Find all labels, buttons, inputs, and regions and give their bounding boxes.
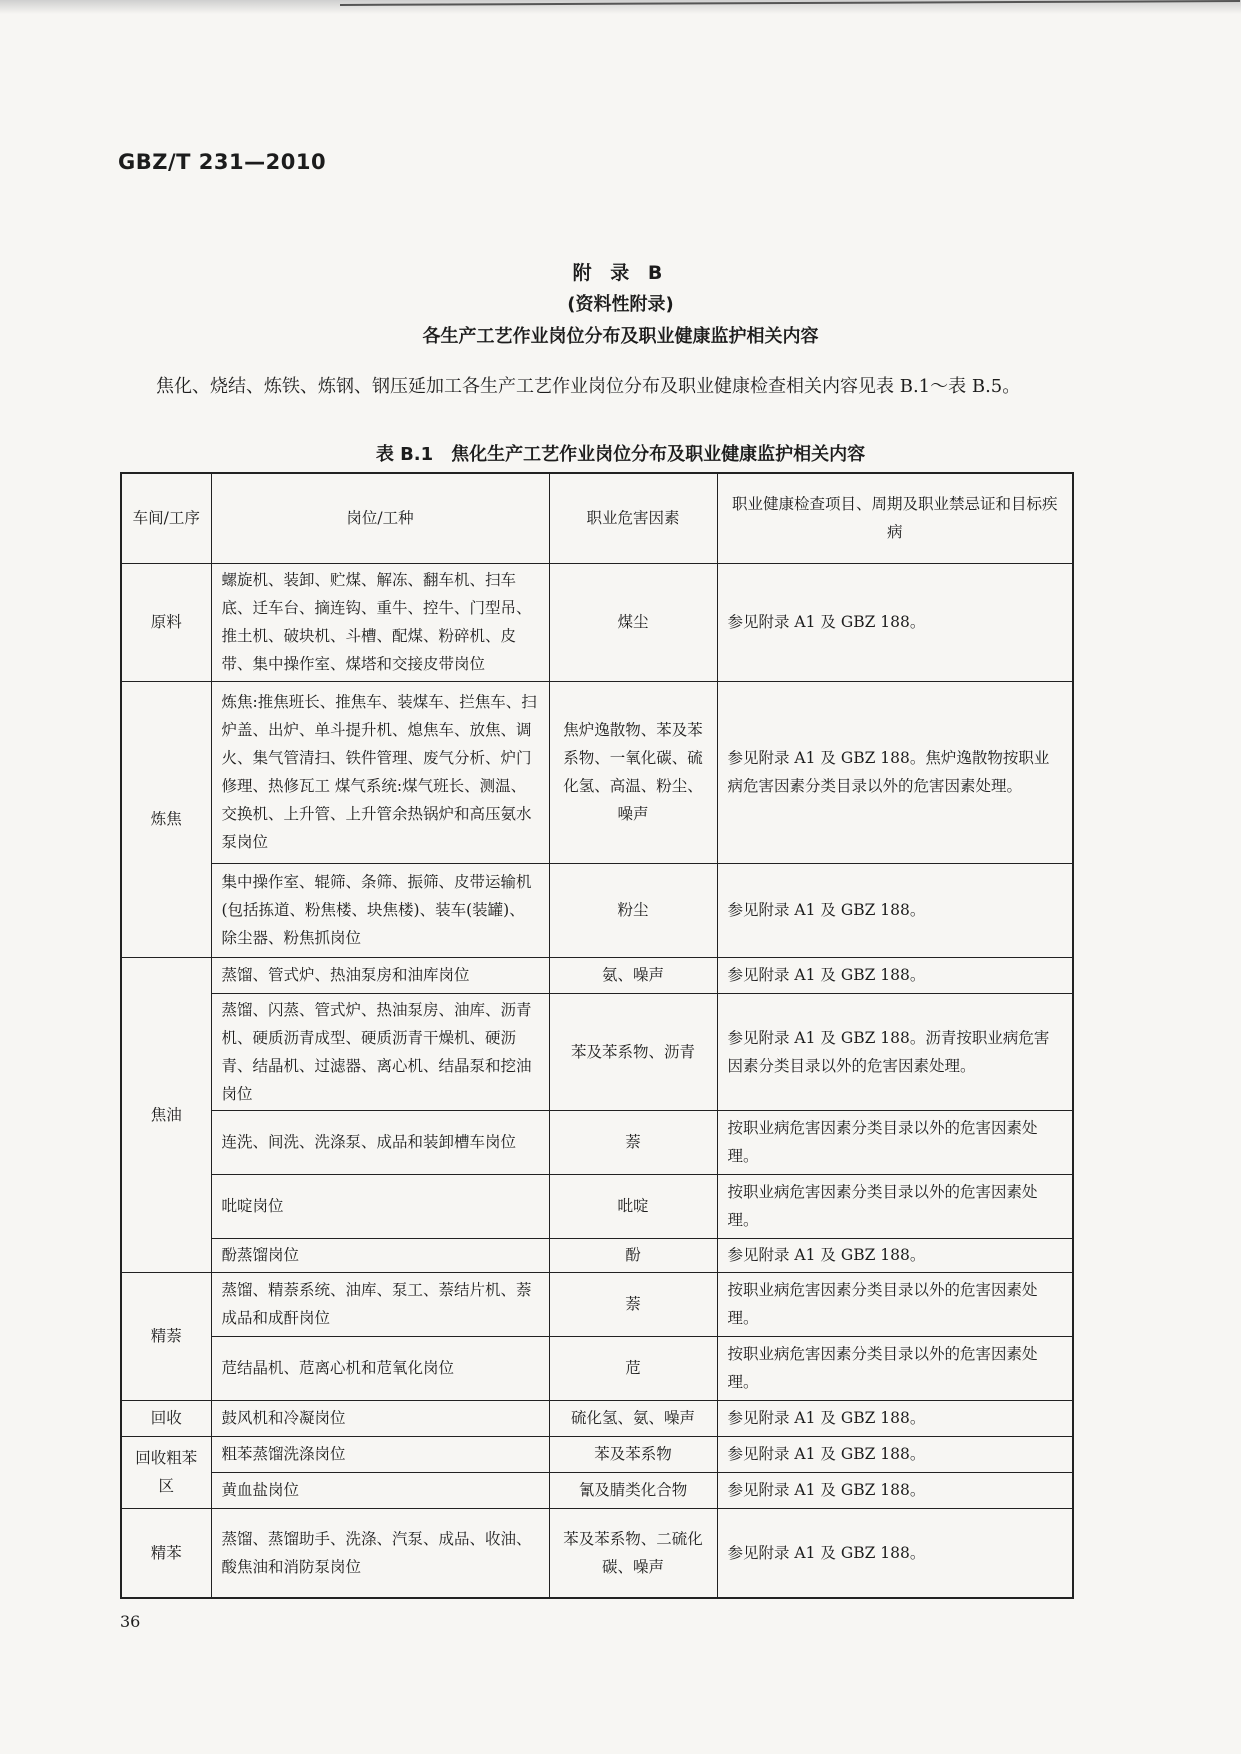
hazard-cell: 苯及苯系物、沥青 bbox=[549, 993, 717, 1110]
header-hazard: 职业危害因素 bbox=[549, 473, 717, 563]
hazard-cell: 苯及苯系物 bbox=[549, 1436, 717, 1472]
header-check: 职业健康检查项目、周期及职业禁忌证和目标疾病 bbox=[717, 473, 1073, 563]
check-cell: 参见附录 A1 及 GBZ 188。 bbox=[717, 1400, 1073, 1436]
table-row bbox=[121, 1508, 1073, 1598]
coking-hazard-table bbox=[120, 472, 1074, 1599]
hazard-cell: 氰及腈类化合物 bbox=[549, 1472, 717, 1508]
table-row bbox=[121, 1472, 1073, 1508]
post-cell: 螺旋机、装卸、贮煤、解冻、翻车机、扫车底、迁车台、摘连钩、重牛、控牛、门型吊、推土机、破块机、斗槽、配煤、粉碎机、皮带、集中操作室、煤塔和交接皮带岗位 bbox=[211, 563, 549, 681]
check-cell: 按职业病危害因素分类目录以外的危害因素处理。 bbox=[717, 1272, 1073, 1336]
header-workshop: 车间/工序 bbox=[121, 473, 211, 563]
header-post: 岗位/工种 bbox=[211, 473, 549, 563]
hazard-cell: 煤尘 bbox=[549, 563, 717, 681]
table-caption: 表 B.1 焦化生产工艺作业岗位分布及职业健康监护相关内容 bbox=[375, 444, 866, 465]
post-cell: 吡啶岗位 bbox=[211, 1174, 549, 1238]
check-cell: 按职业病危害因素分类目录以外的危害因素处理。 bbox=[717, 1110, 1073, 1174]
hazard-cell: 硫化氢、氨、噪声 bbox=[549, 1400, 717, 1436]
check-cell: 参见附录 A1 及 GBZ 188。 bbox=[717, 1238, 1073, 1272]
table-row bbox=[121, 957, 1073, 993]
top-border-rule bbox=[0, 0, 1241, 14]
post-cell: 酚蒸馏岗位 bbox=[211, 1238, 549, 1272]
appendix-type: (资料性附录) bbox=[567, 294, 674, 315]
post-cell: 集中操作室、辊筛、条筛、振筛、皮带运输机(包括拣道、粉焦楼、块焦楼)、装车(装罐)、除尘器、粉焦抓岗位 bbox=[211, 863, 549, 957]
hazard-cell: 粉尘 bbox=[549, 863, 717, 957]
hazard-cell: 苯及苯系物、二硫化碳、噪声 bbox=[549, 1508, 717, 1598]
post-cell: 黄血盐岗位 bbox=[211, 1472, 549, 1508]
table-row bbox=[121, 1174, 1073, 1238]
post-cell: 苊结晶机、苊离心机和苊氧化岗位 bbox=[211, 1336, 549, 1400]
post-cell: 鼓风机和冷凝岗位 bbox=[211, 1400, 549, 1436]
post-cell: 粗苯蒸馏洗涤岗位 bbox=[211, 1436, 549, 1472]
table-row bbox=[121, 1400, 1073, 1436]
post-cell: 连洗、间洗、洗涤泵、成品和装卸槽车岗位 bbox=[211, 1110, 549, 1174]
check-cell: 参见附录 A1 及 GBZ 188。 bbox=[717, 1436, 1073, 1472]
post-cell: 蒸馏、蒸馏助手、洗涤、汽泵、成品、收油、酸焦油和消防泵岗位 bbox=[211, 1508, 549, 1598]
check-cell: 参见附录 A1 及 GBZ 188。沥青按职业病危害因素分类目录以外的危害因素处理。 bbox=[717, 993, 1073, 1110]
group-cell-crude-benzene: 回收粗苯区 bbox=[121, 1436, 211, 1508]
post-cell: 蒸馏、闪蒸、管式炉、热油泵房、油库、沥青机、硬质沥青成型、硬质沥青干燥机、硬沥青、结晶机、过滤器、离心机、结晶泵和挖油岗位 bbox=[211, 993, 549, 1110]
group-cell-tar: 焦油 bbox=[121, 957, 211, 1272]
check-cell: 参见附录 A1 及 GBZ 188。 bbox=[717, 863, 1073, 957]
check-cell: 参见附录 A1 及 GBZ 188。焦炉逸散物按职业病危害因素分类目录以外的危害因素处理。 bbox=[717, 681, 1073, 863]
check-cell: 参见附录 A1 及 GBZ 188。 bbox=[717, 957, 1073, 993]
group-cell-coking: 炼焦 bbox=[121, 681, 211, 957]
table-row bbox=[121, 1436, 1073, 1472]
table-row bbox=[121, 1238, 1073, 1272]
post-cell: 炼焦:推焦班长、推焦车、装煤车、拦焦车、扫炉盖、出炉、单斗提升机、熄焦车、放焦、调火、集气管清扫、铁件管理、废气分析、炉门修理、热修瓦工 煤气系统:煤气班长、测温、交换机、上升管、上升管余热锅炉和高压氨水泵岗位 bbox=[211, 681, 549, 863]
check-cell: 参见附录 A1 及 GBZ 188。 bbox=[717, 563, 1073, 681]
appendix-heading: 各生产工艺作业岗位分布及职业健康监护相关内容 bbox=[422, 326, 819, 347]
hazard-cell: 苊 bbox=[549, 1336, 717, 1400]
hazard-cell: 酚 bbox=[549, 1238, 717, 1272]
post-cell: 蒸馏、管式炉、热油泵房和油库岗位 bbox=[211, 957, 549, 993]
hazard-cell: 萘 bbox=[549, 1272, 717, 1336]
table-row bbox=[121, 1272, 1073, 1336]
table-row bbox=[121, 863, 1073, 957]
hazard-cell: 氨、噪声 bbox=[549, 957, 717, 993]
table-header-row bbox=[121, 473, 1073, 563]
table-row bbox=[121, 1336, 1073, 1400]
check-cell: 参见附录 A1 及 GBZ 188。 bbox=[717, 1508, 1073, 1598]
hazard-cell: 焦炉逸散物、苯及苯系物、一氧化碳、硫化氢、高温、粉尘、噪声 bbox=[549, 681, 717, 863]
table-row bbox=[121, 681, 1073, 863]
check-cell: 按职业病危害因素分类目录以外的危害因素处理。 bbox=[717, 1336, 1073, 1400]
post-cell: 蒸馏、精萘系统、油库、泵工、萘结片机、萘成品和成酐岗位 bbox=[211, 1272, 549, 1336]
table-row bbox=[121, 563, 1073, 681]
page-number: 36 bbox=[120, 1612, 141, 1631]
appendix-title: 附 录 B bbox=[572, 262, 669, 284]
hazard-cell: 吡啶 bbox=[549, 1174, 717, 1238]
group-cell-raw-material: 原料 bbox=[121, 563, 211, 681]
check-cell: 参见附录 A1 及 GBZ 188。 bbox=[717, 1472, 1073, 1508]
standard-code: GBZ/T 231—2010 bbox=[118, 150, 327, 174]
group-cell-recovery: 回收 bbox=[121, 1400, 211, 1436]
group-cell-refined-benzene: 精苯 bbox=[121, 1508, 211, 1598]
table-row bbox=[121, 1110, 1073, 1174]
table-row bbox=[121, 993, 1073, 1110]
hazard-cell: 萘 bbox=[549, 1110, 717, 1174]
intro-paragraph: 焦化、烧结、炼铁、炼钢、钢压延加工各生产工艺作业岗位分布及职业健康检查相关内容见表 B.1～表 B.5。 bbox=[156, 376, 1021, 397]
check-cell: 按职业病危害因素分类目录以外的危害因素处理。 bbox=[717, 1174, 1073, 1238]
group-cell-refined-naphthalene: 精萘 bbox=[121, 1272, 211, 1400]
